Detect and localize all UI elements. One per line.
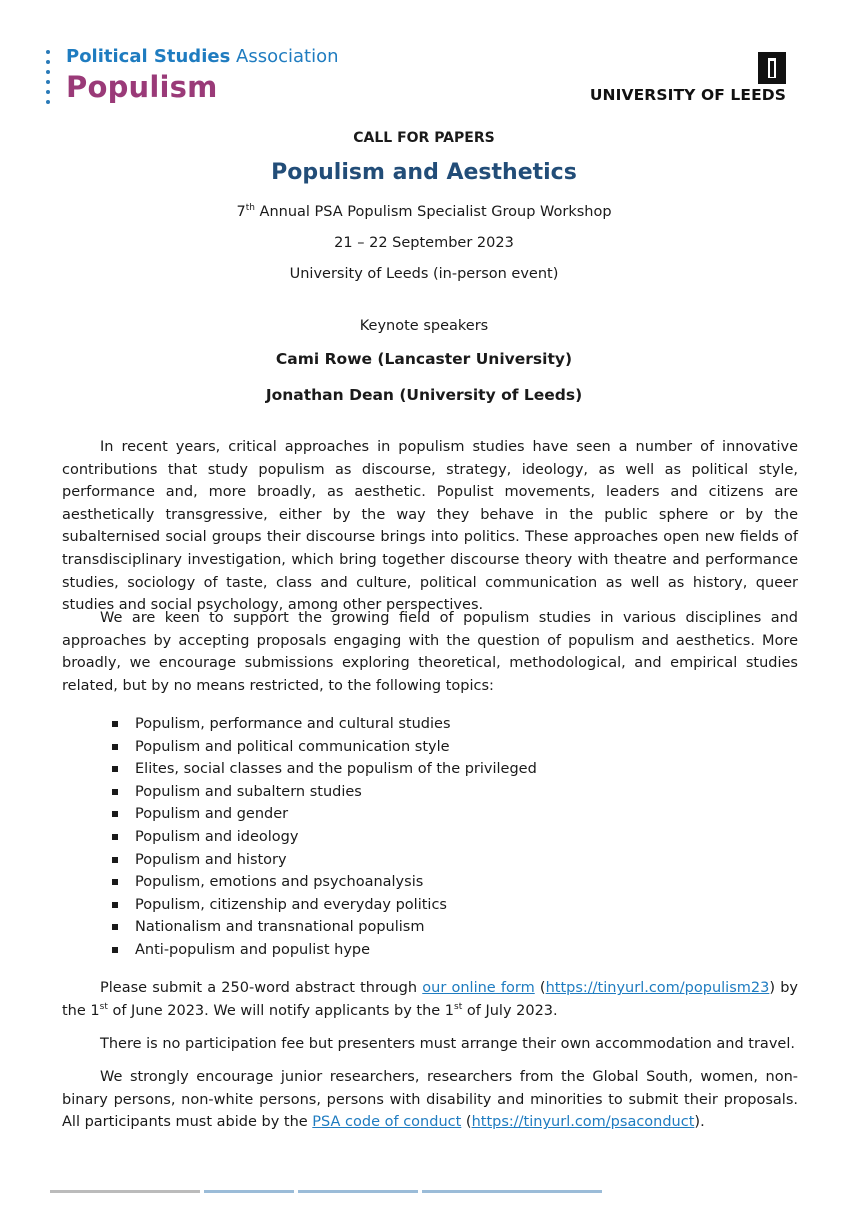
form-url-link[interactable]: https://tinyurl.com/populism23 bbox=[545, 980, 770, 996]
topics-list bbox=[108, 713, 537, 962]
leeds-tower-icon bbox=[758, 52, 786, 84]
keynote-speaker: Cami Rowe (Lancaster University) bbox=[275, 350, 573, 368]
page-title: Populism and Aesthetics bbox=[271, 160, 577, 185]
header bbox=[0, 0, 848, 110]
keynote-speaker: Jonathan Dean (University of Leeds) bbox=[265, 386, 583, 404]
workshop-line: 7th Annual PSA Populism Specialist Group Workshop bbox=[236, 203, 612, 220]
list-item: Elites, social classes and the populism of the privileged bbox=[108, 758, 537, 781]
bullet-icon bbox=[112, 924, 118, 930]
keynote-heading: Keynote speakers bbox=[359, 318, 489, 334]
bullet-icon bbox=[112, 721, 118, 727]
event-dates: 21 – 22 September 2023 bbox=[334, 235, 514, 251]
list-item: Populism, emotions and psychoanalysis bbox=[108, 871, 537, 894]
bullet-icon bbox=[112, 811, 118, 817]
call-for-papers-heading: CALL FOR PAPERS bbox=[353, 130, 495, 146]
fee-paragraph: There is no participation fee but presenters must arrange their own accommodation and travel. bbox=[100, 1036, 795, 1052]
list-item: Populism and ideology bbox=[108, 826, 537, 849]
psa-logo-text: Political Studies Association bbox=[66, 46, 339, 67]
list-item: Nationalism and transnational populism bbox=[108, 916, 537, 939]
intro-paragraph: In recent years, critical approaches in populism studies have seen a number of innovative contributions that study populism as discourse, strategy, ideology, as well as political style, performance and, more broadly, as aesthetic. Populist movements, leaders and citizens are aesthetically transgressive, either by the way they behave in the public sphere or by the subalternised social groups their discourse brings into politics. These approaches open new fields of transdisciplinary investigation, which bring together discourse theory with theatre and performance studies, sociology of taste, class and culture, political communication as well as history, queer studies and social psychology, among other perspectives. bbox=[62, 439, 798, 614]
submission-paragraph: Please submit a 250-word abstract through our online form (https://tinyurl.com/populism23) by the 1st of June 2023. We will notify applicants by the 1st of July 2023. bbox=[62, 980, 798, 1019]
code-of-conduct-link[interactable]: PSA code of conduct bbox=[312, 1114, 462, 1131]
university-name: UNIVERSITY OF LEEDS bbox=[589, 86, 786, 104]
online-form-link[interactable]: our online form bbox=[422, 980, 535, 996]
cropped-footer-line bbox=[50, 1190, 610, 1198]
bullet-icon bbox=[112, 766, 118, 772]
bullet-icon bbox=[112, 902, 118, 908]
list-item: Anti-populism and populist hype bbox=[108, 939, 537, 962]
list-item: Populism and history bbox=[108, 849, 537, 872]
list-item: Populism, citizenship and everyday politics bbox=[108, 894, 537, 917]
bullet-icon bbox=[112, 834, 118, 840]
encouragement-paragraph: We strongly encourage junior researchers, researchers from the Global South, women, non-binary persons, non-white persons, persons with disability and minorities to submit their proposals. All participants must abide by the PSA code of conduct (https://tinyurl.com/psaconduct). bbox=[62, 1069, 798, 1131]
list-item: Populism, performance and cultural studies bbox=[108, 713, 537, 736]
bullet-icon bbox=[112, 789, 118, 795]
conduct-url-link[interactable]: https://tinyurl.com/psaconduct bbox=[471, 1114, 695, 1131]
logo-dots bbox=[46, 50, 52, 110]
bullet-icon bbox=[112, 879, 118, 885]
populism-logo-text: Populism bbox=[66, 70, 218, 104]
list-item: Populism and subaltern studies bbox=[108, 781, 537, 804]
bullet-icon bbox=[112, 744, 118, 750]
university-logo bbox=[589, 52, 786, 104]
bullet-icon bbox=[112, 947, 118, 953]
list-item: Populism and political communication style bbox=[108, 736, 537, 759]
list-item: Populism and gender bbox=[108, 803, 537, 826]
scope-paragraph: We are keen to support the growing field of populism studies in various disciplines and approaches by accepting proposals engaging with the question of populism and aesthetics. More broadly, we encourage submissions exploring theoretical, methodological, and empirical studies related, but by no means restricted, to the following topics: bbox=[62, 610, 798, 694]
event-venue: University of Leeds (in-person event) bbox=[289, 266, 559, 282]
bullet-icon bbox=[112, 857, 118, 863]
